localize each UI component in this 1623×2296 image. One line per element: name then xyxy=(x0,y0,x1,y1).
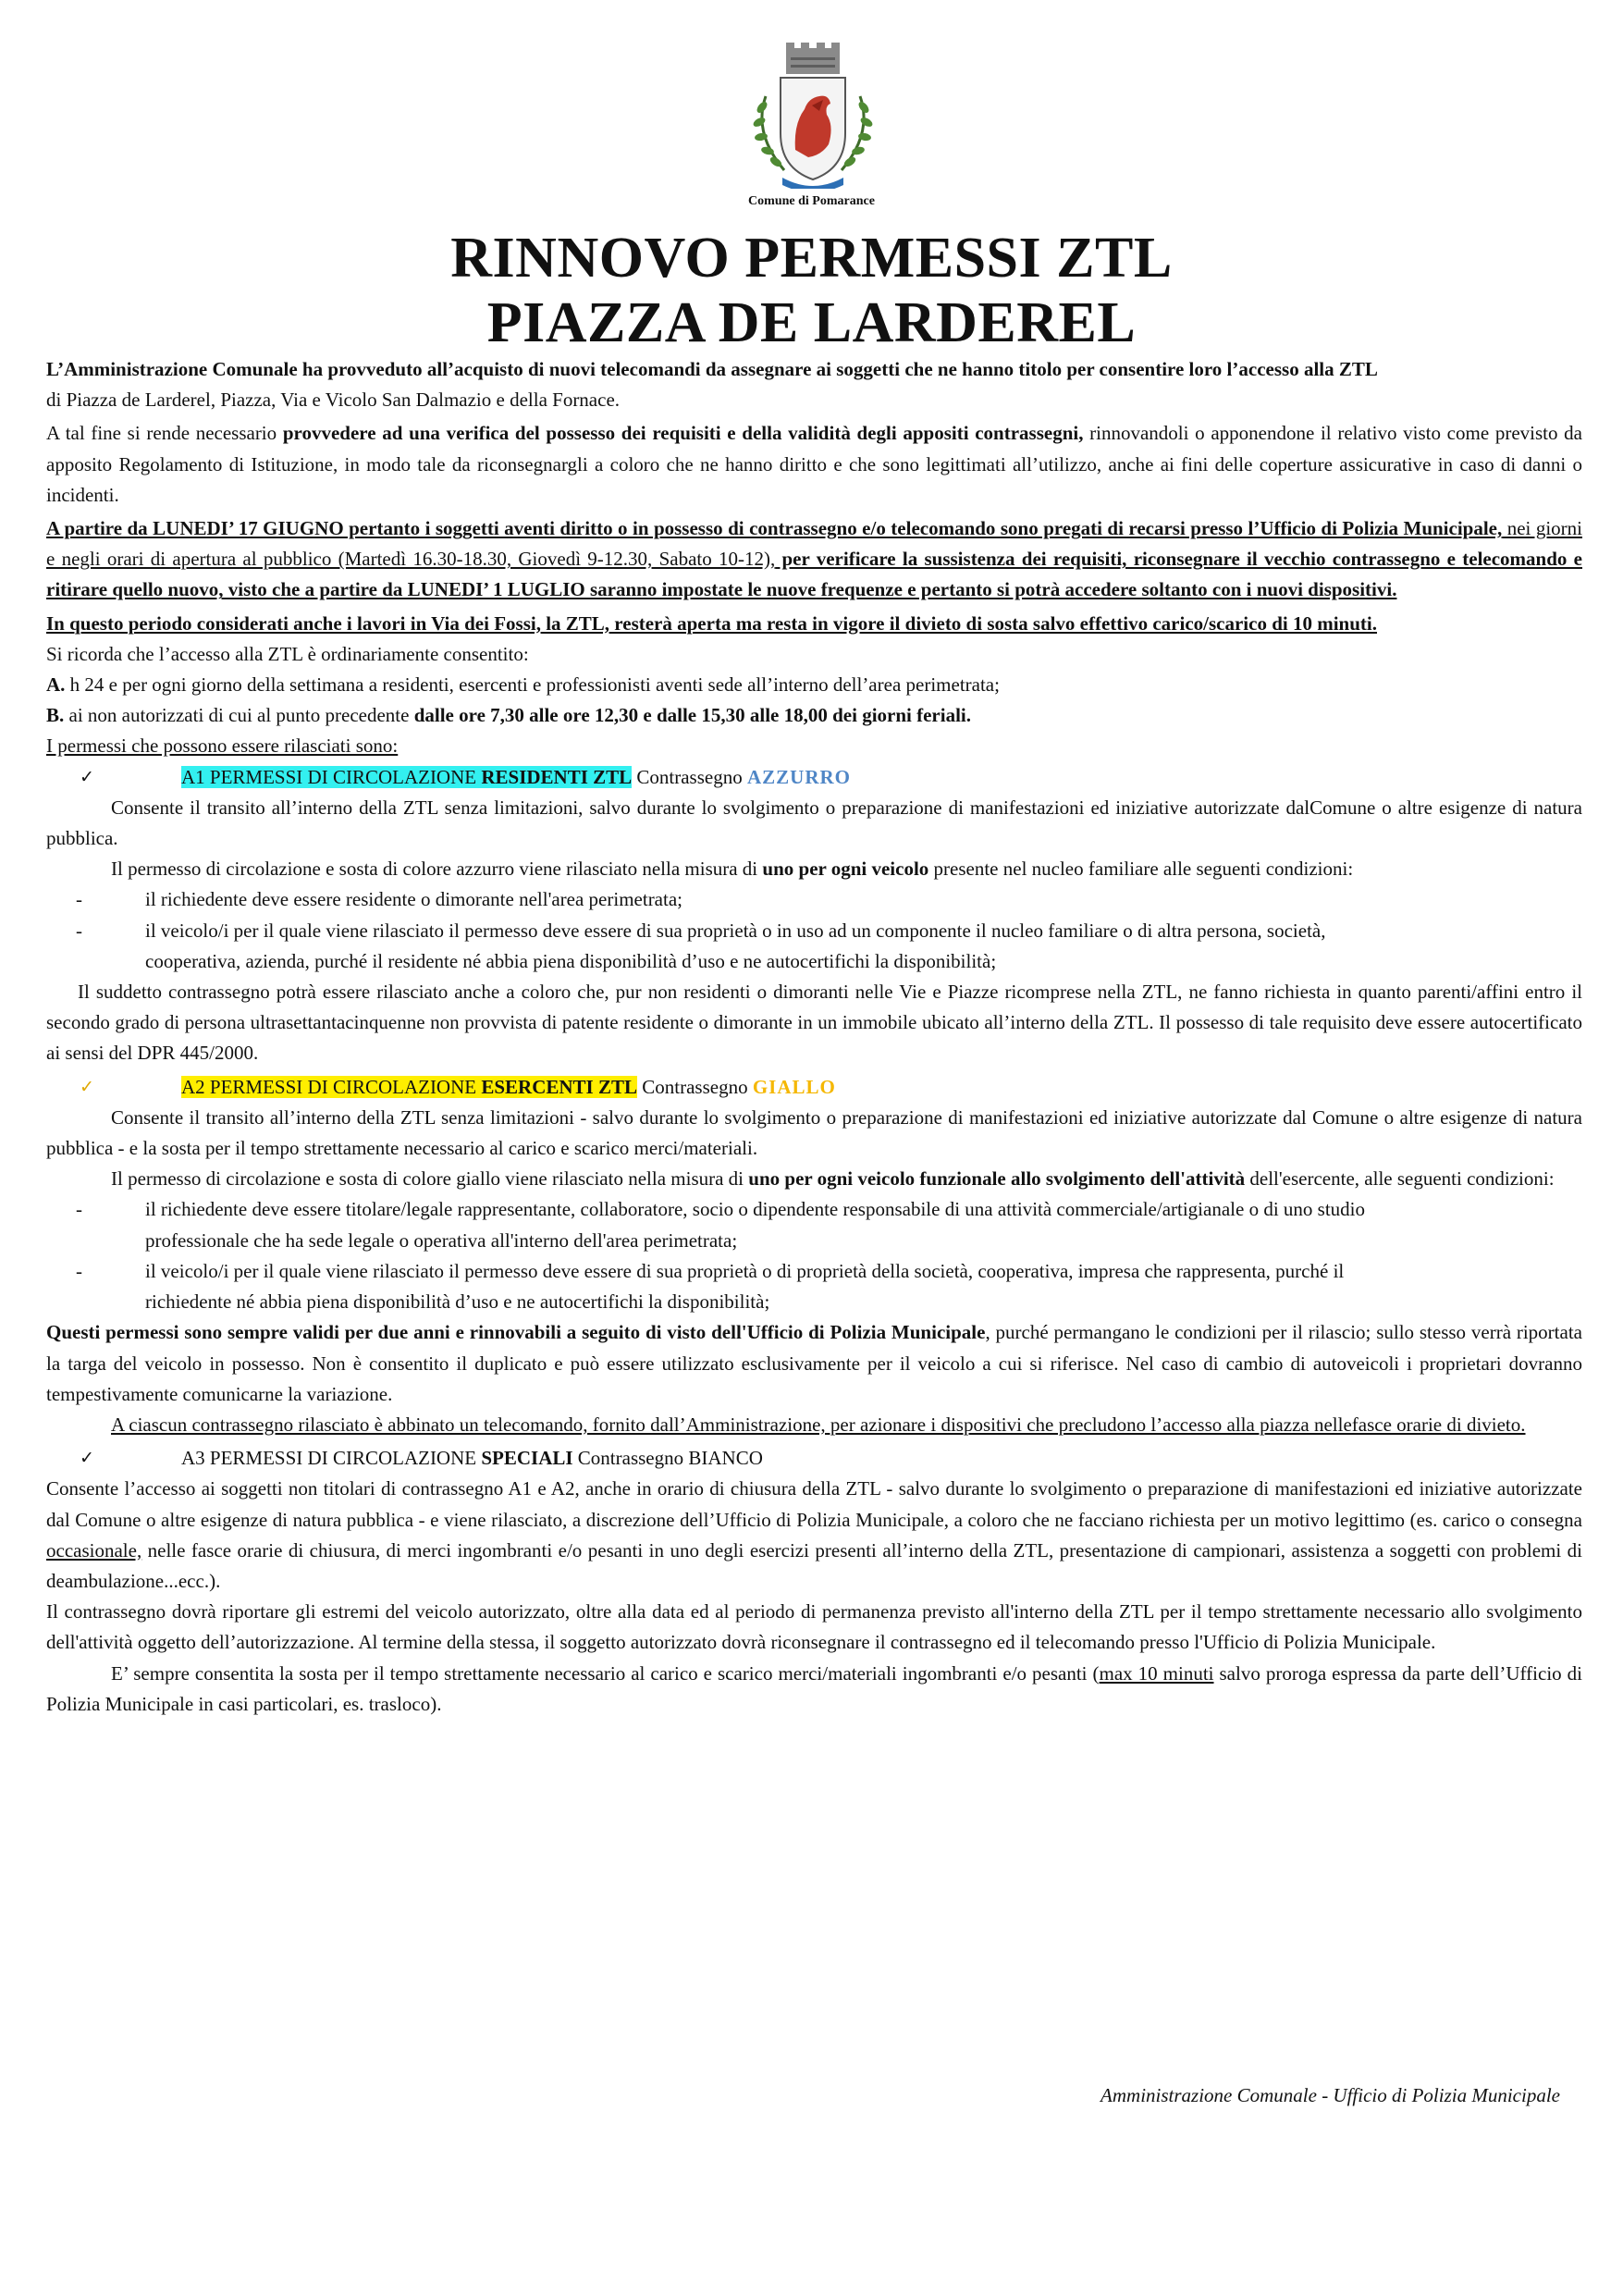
a2-condition-1 xyxy=(46,1194,1582,1225)
a2-p3-text: , purché permangano le condizioni per il rilascio; sullo stesso verrà riportata la targa del veicolo in possesso. Non è consentito il duplicato e può essere utilizzato esclusivamente per il veicolo a cui si riferisce. Nel caso di cambio di autoveicoli i proprietari dovranno tempestivamente comunicarne la variazione. xyxy=(46,1321,1582,1405)
a3-heading-bold: SPECIALI xyxy=(481,1447,573,1470)
intro-paragraph-1-end: di Piazza de Larderel, Piazza, Via e Vicolo San Dalmazio e della Fornace. xyxy=(46,389,621,412)
access-item-a-text: h 24 e per ogni giorno della settimana a residenti, esercenti e professionisti aventi sede all’interno dell’area perimetrata; xyxy=(65,673,1000,697)
a1-paragraph-3: Il suddetto contrassegno potrà essere rilasciato anche a coloro che, pur non residenti o dimoranti nelle Vie e Piazze ricomprese nella ZTL, ne fanno richiesta in quanto parenti/affini entro il secondo grado di persona ultrasettantacinquenne non provvista di patente residente o dimorante in un immobile ubicato all’interno della ZTL. Il possesso di tale requisito deve essere autocertificato ai sensi del DPR 445/2000. xyxy=(46,981,1582,1065)
a3-p3-text-c: salvo proroga espressa da parte dell’Ufficio di Polizia Municipale in casi particolari, es. trasloco). xyxy=(46,1661,1582,1715)
a2-paragraph-4: A ciascun contrassegno rilasciato è abbinato un telecomando, fornito dall’Amministrazione, per azionare i dispositivi che precludono l’accesso alla piazza nellefasce orarie di divieto. xyxy=(111,1413,1526,1436)
a2-heading-contrassegno: Contrassegno xyxy=(637,1075,753,1098)
intro-paragraph-4: In questo periodo considerati anche i lavori in Via dei Fossi, la ZTL, resterà aperta ma resta in vigore il divieto di sosta salvo effettivo carico/scarico di 10 minuti. xyxy=(46,611,1377,635)
a1-p2-bold: uno per ogni veicolo xyxy=(762,858,929,881)
document-body xyxy=(46,354,1582,1720)
comune-crest-emblem xyxy=(747,41,879,189)
a3-p1-underlined: occasionale, xyxy=(46,1538,142,1562)
a2-p2-text-a: Il permesso di circolazione e sosta di colore giallo viene rilasciato nella misura di xyxy=(111,1167,749,1191)
page-title-line-2: PIAZZA DE LARDEREL xyxy=(486,291,1137,354)
intro-p3-text-d: frequenze e pertanto si potrà accedere soltanto con i nuovi dispositivi. xyxy=(816,578,1397,601)
a2-p3-bold: Questi permessi sono sempre validi per due anni e rinnovabili a seguito di visto dell'Ufficio di Polizia Municipale xyxy=(46,1321,986,1344)
a1-heading-contrassegno: Contrassegno xyxy=(632,765,747,788)
a3-p1-text-c: nelle fasce orarie di chiusura, di merci ingombranti e/o pesanti in uno degli esercizi presenti all’interno della ZTL, presentazione di campionari, assistenza a soggetti con problemi di deambulazione...ecc.). xyxy=(46,1538,1582,1592)
checkmark-icon: ✓ xyxy=(80,1449,94,1469)
access-item-b-hours: dalle ore 7,30 alle ore 12,30 e dalle 15,30 alle 18,00 dei giorni feriali. xyxy=(413,704,972,727)
a1-condition-2-cont: cooperativa, azienda, purché il residente né abbia piena disponibilità d’uso e ne autocertifichi la disponibilità; xyxy=(145,949,997,972)
intro-p3-text-c: per verificare la sussistenza dei requisiti, riconsegnare il vecchio contrassegno e telecomando e ritirare quello nuovo, visto che a partire da LUNEDI’ 1 LUGLIO saranno impostate le nuove xyxy=(46,548,1582,601)
intro-p2-text-c: rinnovandoli o apponendone il relativo visto come previsto da apposito Regolamento di Istituzione, in modo tale da riconsegnargli a coloro che ne hanno diritto e che sono legittimati all’utilizzo, anche ai fini delle coperture assicurative in caso di danni o incidenti. xyxy=(46,422,1582,506)
a2-condition-2 xyxy=(46,1256,1582,1287)
intro-paragraph-1 xyxy=(46,354,1582,385)
signature: Amministrazione Comunale - Ufficio di Polizia Municipale xyxy=(1100,2084,1560,2106)
a2-p2-text-c: dell'esercente, alle seguenti condizioni: xyxy=(1245,1167,1555,1191)
a2-condition-1-cont: professionale che ha sede legale o operativa all'interno dell'area perimetrata; xyxy=(145,1228,738,1252)
permits-intro: I permessi che possono essere rilasciati sono: xyxy=(46,734,399,758)
a2-heading-bold: ESERCENTI ZTL xyxy=(481,1075,637,1098)
a1-condition-2 xyxy=(46,916,1582,946)
intro-p3-text-a: A partire da LUNEDI’ 17 GIUGNO pertanto i soggetti aventi diritto o in possesso di contrassegno e/o telecomando sono pregati di recarsi presso l’Ufficio di Polizia Municipale, xyxy=(46,517,1503,540)
a1-heading-highlight xyxy=(181,766,632,788)
a1-heading-bold: RESIDENTI ZTL xyxy=(481,765,633,788)
a2-paragraph-1: Consente il transito all’interno della ZTL senza limitazioni - salvo durante lo svolgimento o preparazione di manifestazioni ed iniziative autorizzate dal Comune o altre esigenze di natura pubblica - e la sosta per il tempo strettamente necessario al carico e scarico merci/materiali. xyxy=(46,1105,1582,1160)
intro-paragraph-5: Si ricorda che l’accesso alla ZTL è ordinariamente consentito: xyxy=(46,642,529,665)
access-item-a xyxy=(46,670,1582,700)
a3-p1-text-a: Consente l’accesso ai soggetti non titolari di contrassegno A1 e A2, anche in orario di chiusura della ZTL - salvo durante lo svolgimento o preparazione di manifestazioni ed iniziative autorizzate dal Comune o altre esigenze di natura pubblica - e viene rilasciato, a discrezione dell’Ufficio di Polizia Municipale, a coloro che ne facciano richiesta per un motivo legittimo (es. carico o consegna xyxy=(46,1477,1582,1531)
comune-name: Comune di Pomarance xyxy=(748,194,875,208)
a3-paragraph-2: Il contrassegno dovrà riportare gli estremi del veicolo autorizzato, oltre alla data ed al periodo di permanenza previsto all'interno della ZTL per il tempo strettamente necessario allo svolgimento dell'attività oggetto dell’autorizzazione. Al termine della stessa, il soggetto autorizzato dovrà riconsegnare il contrassegno ed il telecomando presso l'Ufficio di Polizia Municipale. xyxy=(46,1600,1582,1654)
a1-p2-text-a: Il permesso di circolazione e sosta di colore azzurro viene rilasciato nella misura di xyxy=(111,858,763,881)
intro-paragraph-3 xyxy=(46,513,1582,606)
page-title-line-1: RINNOVO PERMESSI ZTL xyxy=(450,227,1173,290)
dash-bullet: - xyxy=(76,1259,82,1282)
intro-p3-text-b: nei giorni e negli orari di apertura al pubblico (Martedì 16.30-18.30, Giovedì 9-12.30, Sabato 10-12), xyxy=(46,517,1582,571)
a1-condition-1 xyxy=(46,884,1582,915)
a3-p3-underlined: max 10 minuti xyxy=(1099,1661,1214,1685)
a2-paragraph-2 xyxy=(46,1164,1582,1194)
a2-heading-highlight xyxy=(181,1076,637,1098)
a1-paragraph-2 xyxy=(46,854,1582,884)
a1-condition-1-text: il richiedente deve essere residente o dimorante nell'area perimetrata; xyxy=(145,888,682,911)
a2-condition-1-text: il richiedente deve essere titolare/legale rappresentante, collaboratore, socio o dipendente responsabile di una attività commerciale/artigianale o di uno studio xyxy=(145,1198,1365,1221)
access-item-b-text: ai non autorizzati di cui al punto precedente xyxy=(64,704,414,727)
access-item-a-label: A. xyxy=(46,673,66,697)
a1-color-name: AZZURRO xyxy=(746,765,851,788)
a3-heading-text: A3 PERMESSI DI CIRCOLAZIONE xyxy=(181,1447,482,1470)
a1-heading xyxy=(46,762,1582,793)
a2-p2-bold: uno per ogni veicolo funzionale allo svolgimento dell'attività xyxy=(748,1167,1246,1191)
a2-condition-2-text: il veicolo/i per il quale viene rilasciato il permesso deve essere di sua proprietà o di proprietà della società, cooperativa, impresa che rappresenta, purché il xyxy=(145,1259,1345,1282)
checkmark-icon: ✓ xyxy=(80,767,94,787)
intro-p2-text-a: A tal fine si rende necessario xyxy=(46,422,283,445)
access-item-b xyxy=(46,700,1582,731)
checkmark-icon: ✓ xyxy=(80,1077,94,1097)
a2-heading xyxy=(46,1072,1582,1103)
intro-p1-text: L’Amministrazione Comunale ha provveduto all’acquisto di nuovi telecomandi da assegnare ai soggetti che ne hanno titolo per consentire loro l’accesso alla ZTL xyxy=(46,358,1378,380)
a3-paragraph-1 xyxy=(46,1474,1582,1597)
a2-color-name: GIALLO xyxy=(752,1075,836,1098)
a3-paragraph-3 xyxy=(46,1659,1582,1720)
intro-paragraph-2 xyxy=(46,418,1582,511)
dash-bullet: - xyxy=(76,888,82,911)
dash-bullet: - xyxy=(76,1198,82,1221)
a3-p3-text-a: E’ sempre consentita la sosta per il tempo strettamente necessario al carico e scarico merci/materiali ingombranti e/o pesanti ( xyxy=(111,1661,1100,1685)
a3-heading-contrassegno: Contrassegno BIANCO xyxy=(572,1447,763,1470)
dash-bullet: - xyxy=(76,919,82,942)
a2-heading-text: A2 PERMESSI DI CIRCOLAZIONE xyxy=(181,1075,482,1098)
a1-p2-text-c: presente nel nucleo familiare alle seguenti condizioni: xyxy=(928,858,1354,881)
a3-heading xyxy=(46,1443,1582,1474)
a1-condition-2-text: il veicolo/i per il quale viene rilasciato il permesso deve essere di sua proprietà o in uso ad un componente il nucleo familiare o di altra persona, società, xyxy=(145,919,1326,942)
intro-p2-text-bold: provvedere ad una verifica del possesso dei requisiti e della validità degli appositi contrassegni, xyxy=(282,422,1084,445)
access-item-b-label: B. xyxy=(46,704,65,727)
a1-heading-text: A1 PERMESSI DI CIRCOLAZIONE xyxy=(181,765,482,788)
a1-paragraph-1: Consente il transito all’interno della ZTL senza limitazioni, salvo durante lo svolgimento o preparazione di manifestazioni ed iniziative autorizzate dalComune o altre esigenze di natura pubblica. xyxy=(46,796,1582,850)
a2-condition-2-cont: richiedente né abbia piena disponibilità d’uso e ne autocertifichi la disponibilità; xyxy=(145,1290,770,1314)
a2-paragraph-3 xyxy=(46,1317,1582,1410)
